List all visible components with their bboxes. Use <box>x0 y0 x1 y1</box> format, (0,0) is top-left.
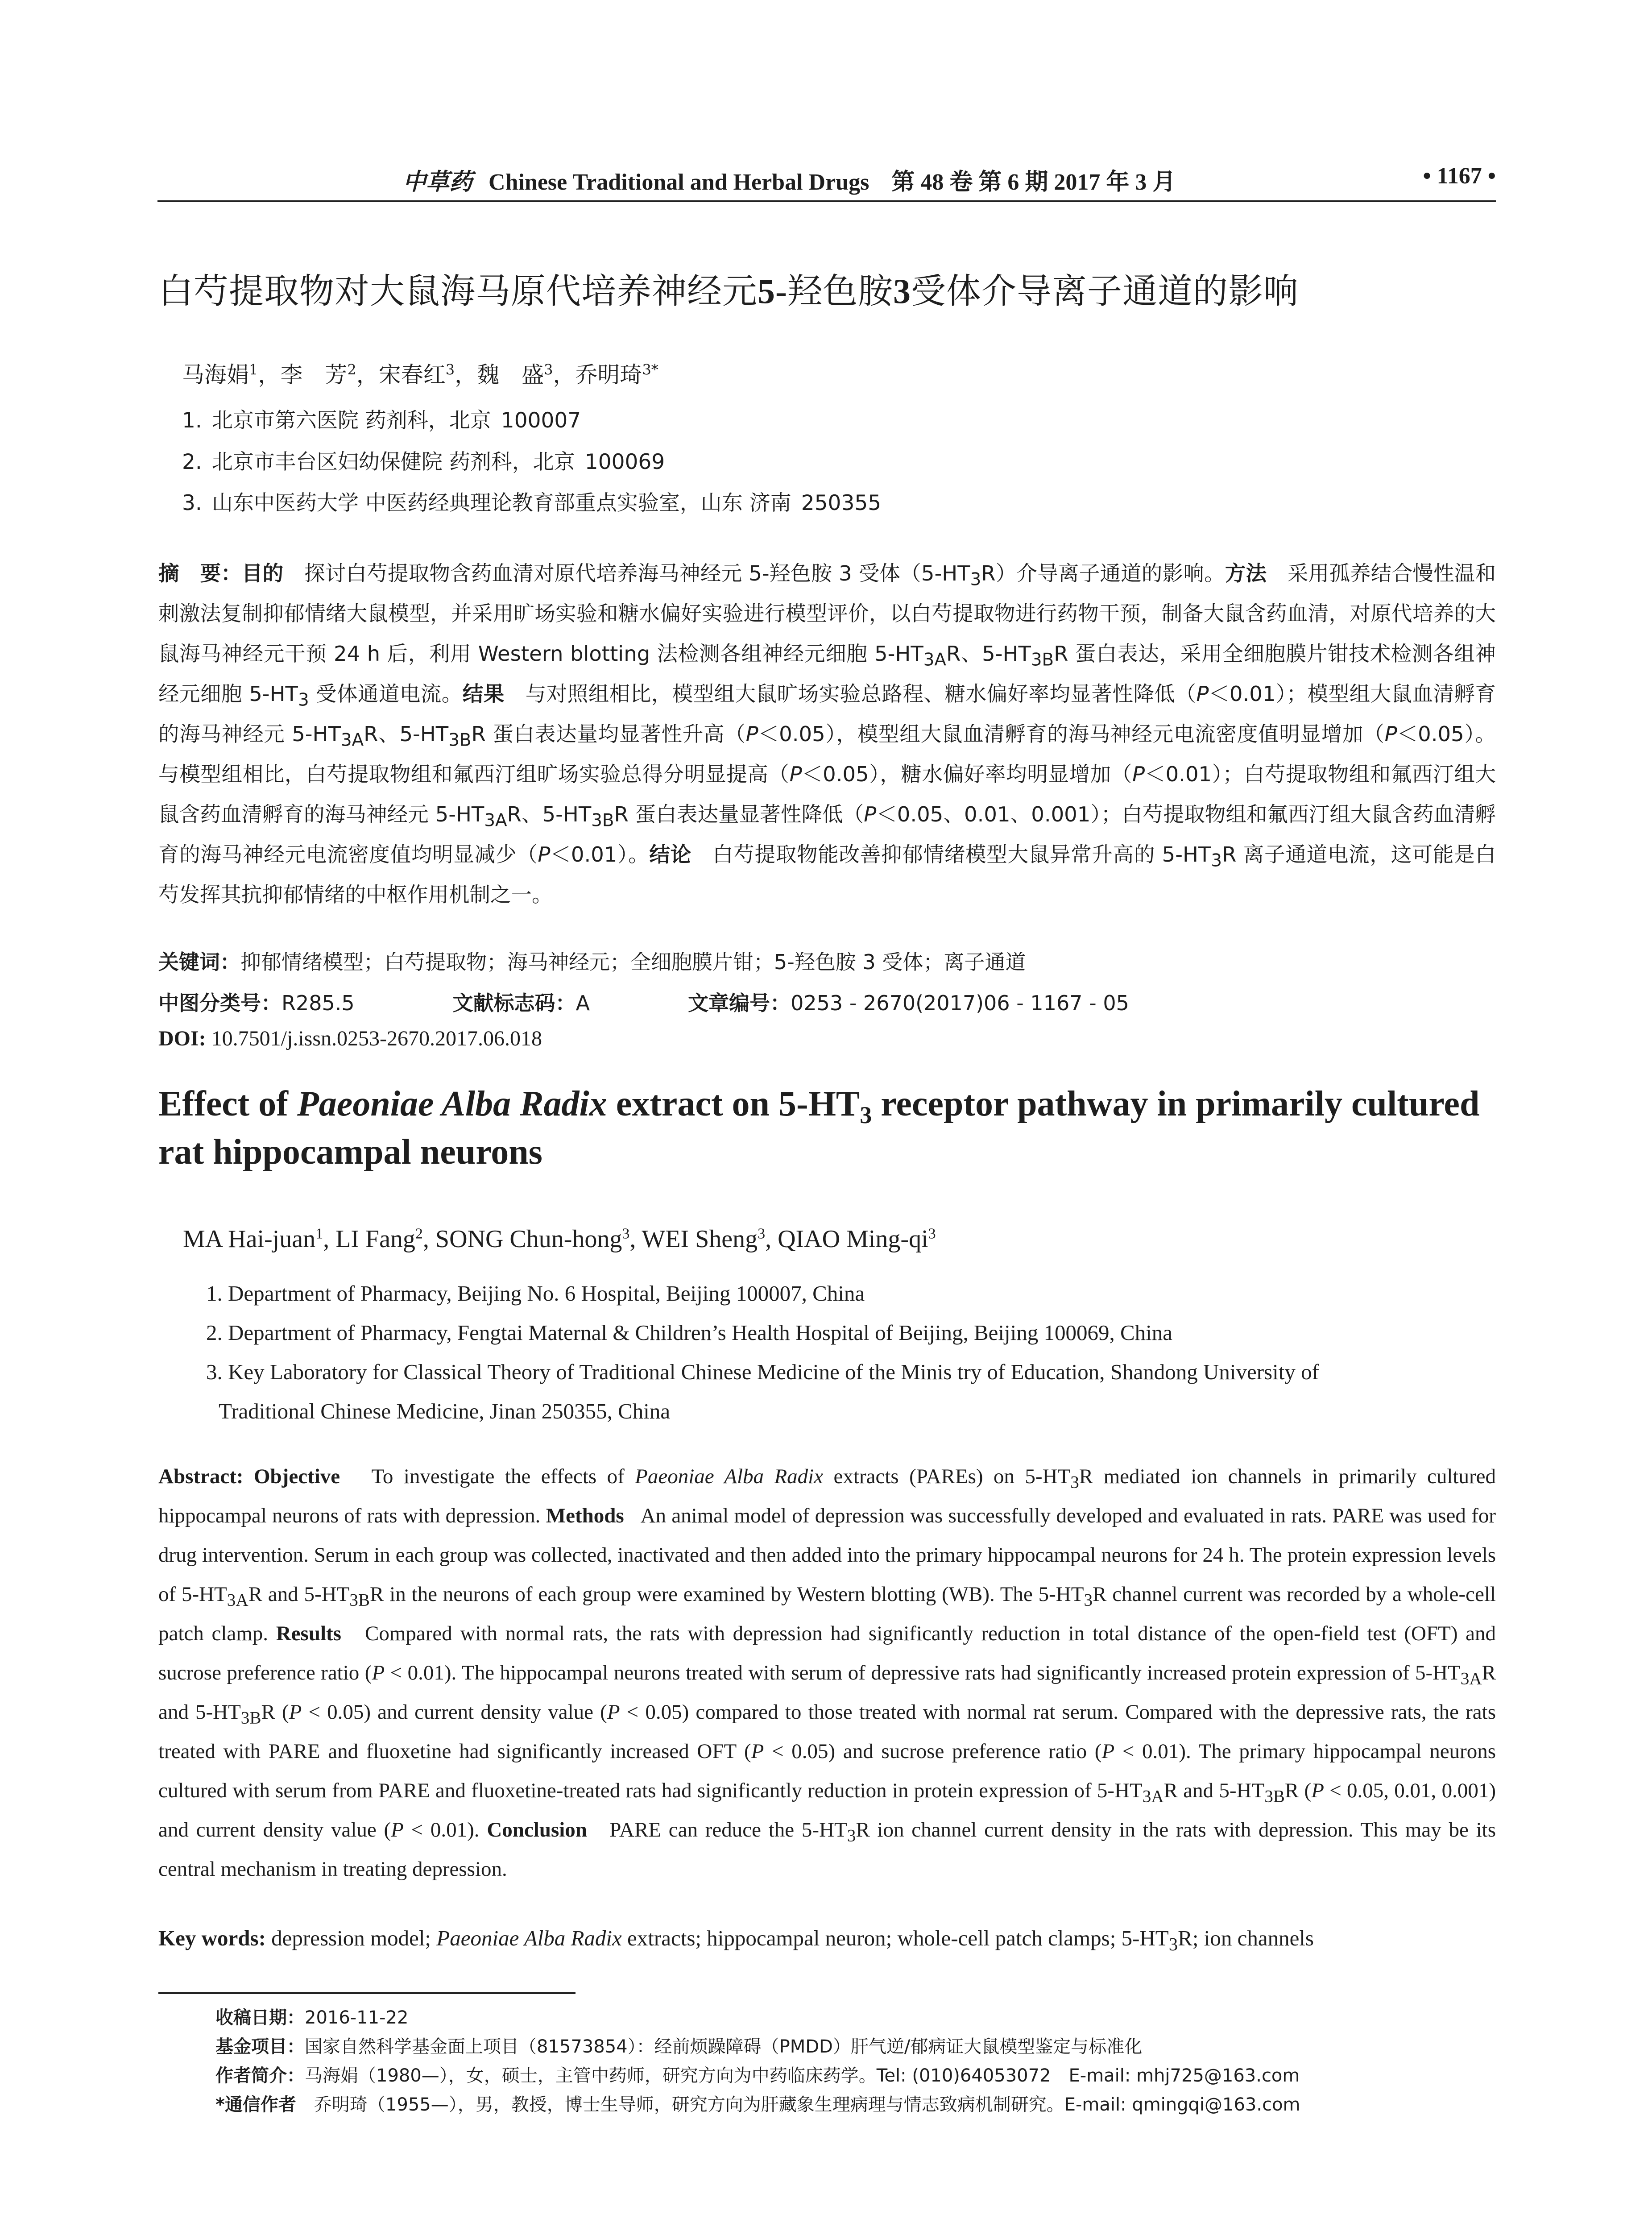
author-name: , LI Fang <box>323 1225 415 1253</box>
abstract-text: R and 5-HT <box>1163 1779 1265 1802</box>
author-sup: 3 <box>445 361 455 378</box>
footnote-text: 马海娟（1980—），女，硕士，主管中药师，研究方向为中药临床药学。Tel: (010)64053072 E-mail: mhj725@163.com <box>305 2065 1300 2086</box>
author-sup: 3 <box>758 1225 766 1242</box>
footnote-label: 基金项目： <box>215 2036 305 2057</box>
affil-text: 北京市丰台区妇幼保健院 药剂科，北京 <box>211 450 575 474</box>
en-title-text: extract on 5-HT <box>607 1084 860 1124</box>
subscript: 3A <box>1460 1669 1482 1688</box>
abstract-text: R 蛋白表达量显著性降低（ <box>614 802 864 826</box>
abstract-italic: Paeoniae Alba Radix <box>635 1465 824 1488</box>
abstract-text: An animal model of depression was successfully developed and evaluated in rats. PARE was used for drug intervention. Serum in each group was collected, inactivated and then added into the primary hippocampal neurons for 24 h. The protein expression levels of 5-HT <box>158 1504 1496 1606</box>
methods-label: Methods <box>546 1504 624 1527</box>
conclusion-label: 结论 <box>649 842 691 867</box>
en-title-text: Effect of <box>158 1084 297 1124</box>
affil-code: 100007 <box>501 408 581 433</box>
subscript: 3B <box>349 1590 370 1610</box>
article-number-label: 文章编号： <box>688 991 791 1015</box>
p-symbol: P <box>1132 762 1145 786</box>
p-symbol: P <box>745 722 758 746</box>
abstract-text: ＜0.05、0.01、0.001）；白芍提取物组和氟西汀组大鼠含药血清孵育的海马神经元电流密度值均明显减少（ <box>158 802 1496 867</box>
keywords-label: 关键词： <box>158 950 240 974</box>
author-name: 马海娟 <box>182 362 249 388</box>
subscript: 3 <box>847 1826 856 1845</box>
author-sep: ， <box>258 362 281 388</box>
author-sep: ， <box>553 362 576 388</box>
author-sup: 3 <box>622 1225 630 1242</box>
subscript: 3 <box>1084 1590 1093 1610</box>
journal-name-en: Chinese Traditional and Herbal Drugs <box>489 170 869 195</box>
abstract-text: ＜0.01）；白芍提取物组和氟西汀组大鼠含药血清孵育的海马神经元 5-HT <box>158 762 1496 826</box>
abstract-text: R、5-HT <box>946 642 1031 666</box>
footnote-corresponding <box>215 2090 1300 2116</box>
doc-code-label: 文献标志码： <box>452 991 576 1015</box>
abstract-text: ＜0.05）。与模型组相比，白芍提取物组和氟西汀组旷场实验总得分明显提高（ <box>158 722 1496 786</box>
clc-value: R285.5 <box>282 991 355 1015</box>
subscript: 3 <box>970 569 981 590</box>
footnote-fund <box>215 2032 1142 2058</box>
cn-title-text: 白芍提取物对大鼠海马原代培养神经元 <box>158 271 758 311</box>
abstract-text: ＜0.01）；模型组大鼠血清孵育的海马神经元 5-HT <box>158 682 1496 746</box>
abstract-text: 采用孤养结合慢性温和刺激法复制抑郁情绪大鼠模型，并采用旷场实验和糖水偏好实验进行模型评价，以白芍提取物进行药物干预，制备大鼠含药血清，对原代培养的大鼠海马神经元干预 24 h 后，利用 Western blotting 法检测各组神经元细胞 5-HT <box>158 561 1496 666</box>
abstract-text: 受体通道电流。 <box>309 682 463 706</box>
cn-title-text: 受体介导离子通道的影响 <box>911 271 1299 311</box>
abstract-text: R、5-HT <box>364 722 449 746</box>
abstract-text: R channel current was recorded by a whole-cell patch clamp. <box>158 1583 1496 1645</box>
cn-title-text: 5- <box>758 272 787 311</box>
p-symbol: P <box>751 1740 764 1763</box>
subscript: 3 <box>1168 1934 1178 1954</box>
author-sup: 1 <box>249 361 258 378</box>
en-affiliation-2: 2. Department of Pharmacy, Fengtai Maternal & Children’s Health Hospital of Beijing, Beijing 100069, China <box>206 1320 1173 1345</box>
keywords-label: Key words: <box>158 1926 266 1950</box>
keywords-text: extracts; hippocampal neuron; whole-cell patch clamps; 5-HT <box>621 1926 1169 1950</box>
abstract-text: < 0.01). The primary hippocampal neurons cultured with serum from PARE and fluoxetine-treated rats had significantly reduction in protein expression of 5-HT <box>158 1740 1496 1802</box>
footnote-text: 2016-11-22 <box>305 2007 409 2028</box>
author-name: 魏 盛 <box>477 362 544 388</box>
subscript: 3A <box>1142 1787 1164 1806</box>
author-name: MA Hai-juan <box>183 1225 316 1253</box>
abstract-text: PARE can reduce the 5-HT <box>609 1818 847 1841</box>
methods-label: 方法 <box>1225 561 1267 585</box>
clc-label: 中图分类号： <box>158 991 282 1015</box>
journal-header <box>403 163 1176 196</box>
abstract-text: 白芍提取物能改善抑郁情绪模型大鼠异常升高的 5-HT <box>712 842 1211 867</box>
p-symbol: P <box>864 802 877 826</box>
footnote-received <box>215 2003 408 2029</box>
affil-text: 北京市第六医院 药剂科，北京 <box>211 408 491 433</box>
doi-line <box>158 1026 542 1051</box>
en-title-text: receptor pathway in primarily cultured rat hippocampal neurons <box>158 1084 1480 1172</box>
affil-num: 1. <box>182 408 202 433</box>
en-affiliation-1: 1. Department of Pharmacy, Beijing No. 6 Hospital, Beijing 100007, China <box>206 1281 865 1306</box>
abstract-text: R mediated ion channels in primarily cultured hippocampal neurons of rats with depression. <box>158 1465 1496 1527</box>
author-sup: 1 <box>315 1225 323 1242</box>
footnote-text: 乔明琦（1955—），男，教授，博士生导师，研究方向为肝藏象生理病理与情志致病机制研究。E-mail: qmingqi@163.com <box>296 2094 1300 2115</box>
abstract-text: Compared with normal rats, the rats with depression had significantly reduction in total distance of the open-field test (OFT) and sucrose preference ratio ( <box>158 1622 1496 1684</box>
abstract-text: R 离子通道电流，这可能是白芍发挥其抗抑郁情绪的中枢作用机制之一。 <box>158 842 1496 907</box>
author-sep: ， <box>356 362 379 388</box>
subscript: 3B <box>1264 1787 1285 1806</box>
abstract-text: < 0.01). The hippocampal neurons treated with serum of depressive rats had significantly increased protein expression of 5-HT <box>385 1661 1461 1684</box>
keywords-italic: Paeoniae Alba Radix <box>436 1926 622 1950</box>
author-sup: 3* <box>642 361 658 378</box>
keywords-text: R; ion channels <box>1178 1926 1314 1950</box>
doi-value: 10.7501/j.issn.0253-2670.2017.06.018 <box>211 1027 542 1050</box>
footnote-rule <box>158 1992 576 1994</box>
abstract-text: 探讨白芍提取物含药血清对原代培养海马神经元 5-羟色胺 3 受体（5-HT <box>304 561 970 585</box>
abstract-text: R ( <box>261 1700 289 1724</box>
english-abstract <box>158 1457 1496 1889</box>
footnote-label: *通信作者 <box>215 2094 296 2115</box>
abstract-text: < 0.01). <box>403 1818 480 1841</box>
abstract-text: R）介导离子通道的影响。 <box>981 561 1225 585</box>
keywords-text: 抑郁情绪模型；白芍提取物；海马神经元；全细胞膜片钳；5-羟色胺 3 受体；离子通道 <box>240 950 1026 974</box>
abstract-text: R ion channel current density in the rats with depression. This may be its central mechanism in treating depression. <box>158 1818 1496 1881</box>
cn-affiliation-2 <box>182 445 675 475</box>
results-label: 结果 <box>462 682 505 706</box>
author-sep: ， <box>455 362 477 388</box>
page-number: • 1167 • <box>1423 163 1496 189</box>
subscript: 3B <box>1031 650 1054 670</box>
abstract-text: R 蛋白表达，采用全细胞膜片钳技术检测各组神经元细胞 5-HT <box>158 642 1496 706</box>
subscript: 3A <box>227 1590 248 1610</box>
author-name: 李 芳 <box>280 362 348 388</box>
abstract-text: < 0.05, 0.01, 0.001) and current density value ( <box>158 1779 1496 1841</box>
doi-label: DOI: <box>158 1027 206 1050</box>
author-sup: 2 <box>415 1225 423 1242</box>
abstract-text: R、5-HT <box>507 802 592 826</box>
subscript: 3B <box>591 810 614 831</box>
affil-text: 山东中医药大学 中医药经典理论教育部重点实验室，山东 济南 <box>211 491 791 515</box>
subscript: 3 <box>1211 850 1222 871</box>
abstract-text: < 0.05) and sucrose preference ratio ( <box>764 1740 1102 1763</box>
abstract-label: Abstract: Objective <box>158 1465 340 1488</box>
author-sup: 3 <box>928 1225 936 1242</box>
affil-code: 250355 <box>801 491 882 515</box>
running-header <box>157 163 1496 195</box>
en-affiliation-3: 3. Key Laboratory for Classical Theory of Traditional Chinese Medicine of the Minis try of Education, Shandong University of <box>206 1360 1319 1384</box>
en-affiliation-3-cont: Traditional Chinese Medicine, Jinan 250355, China <box>219 1399 671 1423</box>
p-symbol: P <box>1384 722 1397 746</box>
p-symbol: P <box>391 1818 404 1841</box>
abstract-text: ＜0.05），模型组大鼠血清孵育的海马神经元电流密度值明显增加（ <box>758 722 1385 746</box>
author-sup: 2 <box>347 361 356 378</box>
objective-label: 目的 <box>241 561 284 585</box>
abstract-text: R and 5-HT <box>158 1661 1496 1724</box>
abstract-text: R ( <box>1284 1779 1312 1802</box>
footnote-text: 国家自然科学基金面上项目（81573854）：经前烦躁障碍（PMDD）肝气逆/郁病证大鼠模型鉴定与标准化 <box>305 2036 1143 2057</box>
doc-code-value: A <box>576 991 590 1015</box>
chinese-title <box>158 263 1299 313</box>
english-authors <box>183 1225 936 1253</box>
issue-info: 第 48 卷 第 6 期 2017 年 3 月 <box>891 170 1176 195</box>
cn-title-text: 3 <box>893 272 911 311</box>
p-symbol: P <box>289 1700 302 1724</box>
author-sup: 3 <box>544 361 553 378</box>
p-symbol: P <box>538 842 551 867</box>
abstract-text: R in the neurons of each group were examined by Western blotting (WB). The 5-HT <box>370 1583 1084 1606</box>
abstract-text: 与对照组相比，模型组大鼠旷场实验总路程、糖水偏好率均显著性降低（ <box>525 682 1197 706</box>
author-name: , QIAO Ming-qi <box>765 1225 928 1253</box>
subscript: 3 <box>298 690 309 710</box>
abstract-text: To investigate the effects of <box>371 1465 635 1488</box>
abstract-label: 摘 要： <box>158 561 242 585</box>
abstract-text: < 0.05) and current density value ( <box>302 1700 607 1724</box>
p-symbol: P <box>1311 1779 1324 1802</box>
subscript: 3A <box>340 730 364 751</box>
author-name: 宋春红 <box>378 362 446 388</box>
conclusion-label: Conclusion <box>487 1818 587 1841</box>
abstract-text: extracts (PAREs) on 5-HT <box>823 1465 1071 1488</box>
abstract-text: < 0.05) compared to those treated with normal rat serum. Compared with the depressive rats, the rats treated with PARE and fluoxetine had significantly increased OFT ( <box>158 1700 1496 1763</box>
chinese-abstract <box>158 553 1496 915</box>
cn-title-text: 羟色胺 <box>787 271 894 311</box>
en-title-italic: Paeoniae Alba Radix <box>297 1084 607 1124</box>
subscript: 3B <box>240 1708 261 1728</box>
journal-name-cn: 中草药 <box>403 169 473 195</box>
cn-affiliation-3 <box>182 486 891 516</box>
english-keywords <box>158 1925 1496 1954</box>
header-rule <box>157 200 1496 202</box>
p-symbol: P <box>1101 1740 1115 1763</box>
subscript: 3A <box>923 650 946 670</box>
english-title <box>158 1080 1497 1176</box>
author-name: , SONG Chun-hong <box>422 1225 622 1253</box>
footnote-label: 作者简介： <box>215 2065 305 2086</box>
abstract-text: ＜0.05），糖水偏好率均明显增加（ <box>802 762 1133 786</box>
cn-affiliation-1 <box>182 404 591 434</box>
abstract-text: ＜0.01）。 <box>550 842 650 867</box>
subscript: 3 <box>1070 1472 1079 1492</box>
cn-keywords <box>158 946 1026 975</box>
subscript: 3B <box>448 730 472 751</box>
results-label: Results <box>276 1622 341 1645</box>
p-symbol: P <box>1196 682 1209 706</box>
keywords-text: depression model; <box>265 1926 437 1950</box>
subscript: 3 <box>860 1102 872 1128</box>
affil-num: 3. <box>182 491 202 515</box>
author-name: 乔明琦 <box>575 362 642 388</box>
chinese-authors <box>182 357 658 389</box>
abstract-text: R and 5-HT <box>248 1583 350 1606</box>
footnote-author <box>215 2061 1300 2087</box>
p-symbol: P <box>607 1700 620 1724</box>
p-symbol: P <box>372 1661 385 1684</box>
classification-line <box>158 987 1129 1016</box>
affil-code: 100069 <box>584 450 665 474</box>
p-symbol: P <box>789 762 802 786</box>
footnote-label: 收稿日期： <box>215 2007 305 2028</box>
author-name: , WEI Sheng <box>629 1225 758 1253</box>
article-number-value: 0253 - 2670(2017)06 - 1167 - 05 <box>791 991 1129 1015</box>
abstract-text: R 蛋白表达量均显著性升高（ <box>471 722 746 746</box>
affil-num: 2. <box>182 450 202 474</box>
subscript: 3A <box>484 810 507 831</box>
